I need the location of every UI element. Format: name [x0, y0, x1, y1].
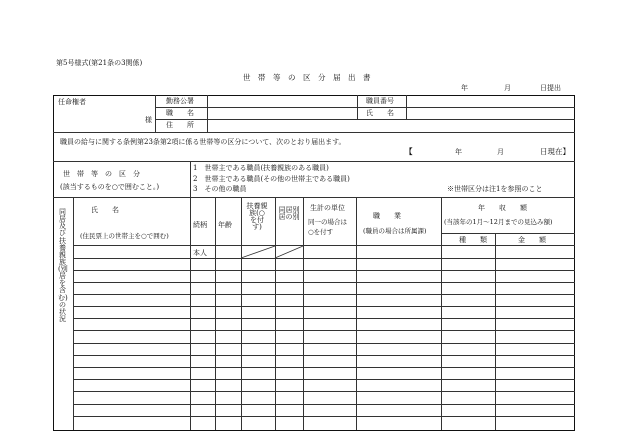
header-age: 年齢: [218, 221, 232, 229]
appointer-label: 任命権者: [58, 98, 86, 106]
household-category-label: 世 帯 等 の 区 分: [63, 170, 140, 178]
submit-day-label: 日提出: [540, 84, 561, 92]
submit-year: 年: [461, 84, 468, 92]
category-option-1: 1 世帯主である職員(扶養親族のある職員): [193, 164, 329, 172]
office-label: 勤務公署: [166, 97, 194, 105]
form-number: 第5号様式(第21条の3関係): [56, 59, 143, 67]
current-year: 年: [455, 148, 462, 156]
header-dependent: 扶養親族(○を付す): [246, 202, 268, 232]
header-occupation-note: (職員の場合は所属課): [363, 227, 427, 235]
first-row-relationship: 本人: [193, 249, 207, 257]
header-occupation: 職 業: [373, 212, 401, 220]
category-note: ※世帯区分は注1を参照のこと: [447, 185, 543, 193]
header-relationship: 続柄: [193, 221, 207, 229]
header-income-note: (当該年の1月～12月までの見込み額): [444, 218, 553, 226]
position-label: 職 名: [166, 109, 194, 117]
header-residence: 同居別居の別: [278, 206, 300, 222]
statement-text: 職員の給与に関する条例第23条第2項に係る世帯等の区分について、次のとおり届出ます。: [60, 138, 346, 146]
current-date-open: 【: [405, 147, 413, 156]
address-label: 住 所: [166, 121, 194, 129]
header-livelihood: 生計の単位: [310, 204, 345, 212]
page-title: 世 帯 等 の 区 分 届 出 書: [243, 73, 371, 82]
name-label: 氏 名: [366, 109, 394, 117]
header-income-type: 種 類: [459, 236, 487, 244]
header-income: 年 収 額: [478, 204, 527, 212]
appointer-honorific: 様: [145, 116, 152, 124]
current-date-close: 日現在】: [540, 147, 570, 156]
current-month: 月: [497, 148, 504, 156]
household-category-instruction: (該当するものを○で囲むこと。): [60, 183, 160, 191]
family-table-side-label: 同居及び扶養親族(別居を含む)の状況: [58, 208, 68, 323]
category-option-2: 2 世帯主である職員(その他の世帯主である職員): [193, 175, 350, 183]
header-livelihood-note: 同一の場合は○を付す: [308, 218, 347, 236]
employee-number-label: 職員番号: [366, 97, 394, 105]
submit-month: 月: [504, 84, 511, 92]
header-income-amount: 金 額: [518, 236, 546, 244]
category-option-3: 3 その他の職員: [193, 185, 247, 193]
header-name: 氏 名: [91, 206, 119, 214]
header-name-note: (住民票上の世帯主を○で囲む): [80, 232, 169, 240]
